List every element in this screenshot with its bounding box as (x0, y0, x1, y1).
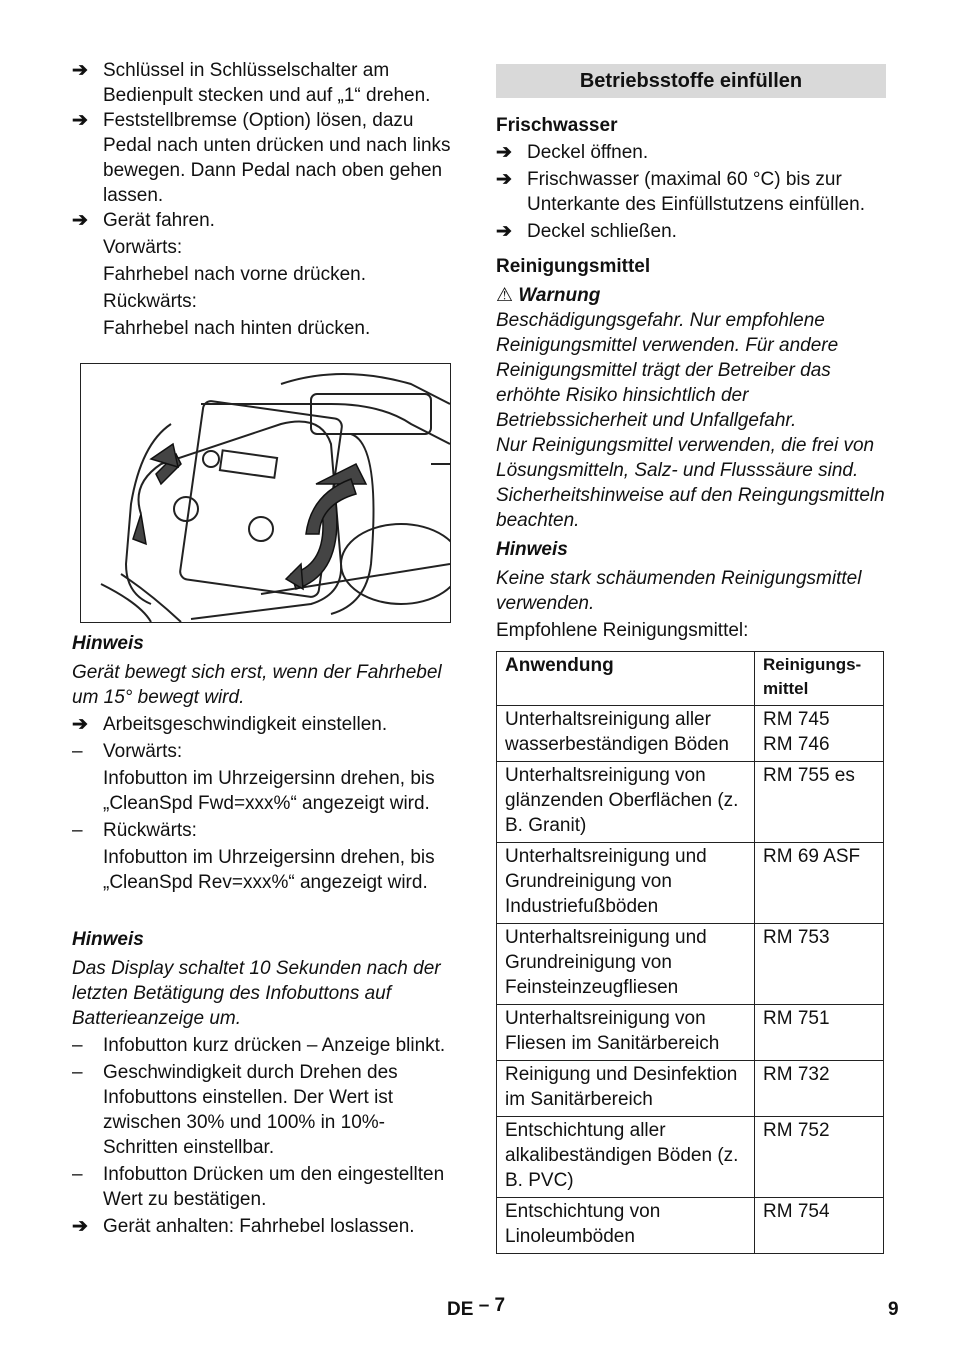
warning-text: Sicherheitshinweise auf den Reingungsmitteln beachten. (496, 485, 885, 531)
drive-forward-label: Vorwärts: (103, 237, 183, 258)
dash-icon: – (72, 820, 83, 841)
table-row (497, 924, 884, 1005)
table-cell-application: Unterhaltsreinigung und Grundreinigung von Industriefußböden (497, 843, 755, 924)
list-item: – Infobutton Drücken um den eingestellten Wert zu bestätigen. (72, 1164, 445, 1210)
table-row (497, 1117, 884, 1198)
table-cell-application: Unterhaltsreinigung von glänzenden Oberflächen (z. B. Granit) (497, 762, 755, 843)
table-cell-detergent: RM 753 (755, 924, 884, 1005)
table-cell-application: Unterhaltsreinigung aller wasserbeständigen Böden (497, 706, 755, 762)
list-item: – Rückwärts: (72, 820, 197, 841)
warning-text: Beschädigungsgefahr. Nur empfohlene Reinigungsmittel verwenden. Für andere Reinigungsmittel trägt der Betreiber das erhöhte Risiko hinsichtlich der Betriebssicherheit und Unfallgefahr. (496, 310, 839, 431)
table-cell-application: Reinigung und Desinfektion im Sanitärbereich (497, 1061, 755, 1117)
steps-list-1 (72, 58, 457, 233)
arrow-icon: ➔ (72, 60, 88, 81)
list-item: – Infobutton kurz drücken – Anzeige blinkt. (72, 1035, 446, 1056)
table-header-detergent: Reinigungs-mittel (755, 652, 884, 706)
speed-backward-text: Infobutton im Uhrzeigersinn drehen, bis „CleanSpd Rev=xxx%“ angezeigt wird. (103, 847, 435, 893)
table-header-application: Anwendung (497, 652, 755, 706)
table-cell-application: Entschichtung von Linoleumböden (497, 1198, 755, 1254)
dash-icon: – (72, 1035, 83, 1056)
footer-page-number: 9 (888, 1299, 899, 1320)
warning-text: Nur Reinigungsmittel verwenden, die frei von Lösungsmitteln, Salz- und Flusssäure sind. (496, 435, 875, 481)
table-cell-detergent: RM 69 ASF (755, 843, 884, 924)
control-panel-illustration (80, 363, 451, 623)
table-body (497, 706, 884, 1254)
drive-forward-text: Fahrhebel nach vorne drücken. (103, 264, 366, 285)
list-item: ➔ Gerät fahren. (72, 210, 215, 231)
table-cell-detergent: RM 732 (755, 1061, 884, 1117)
hint-text: Keine stark schäumenden Reinigungsmittel verwenden. (496, 568, 862, 614)
arrow-icon: ➔ (72, 1216, 88, 1237)
list-item: ➔ Deckel öffnen. (496, 142, 649, 163)
table-cell-application: Unterhaltsreinigung und Grundreinigung von Feinsteinzeugfliesen (497, 924, 755, 1005)
list-item: ➔ Frischwasser (maximal 60 °C) bis zur Unterkante des Einfüllstutzens einfüllen. (496, 169, 865, 215)
dash-icon: – (72, 1062, 83, 1083)
list-item: – Vorwärts: (72, 741, 183, 762)
table-row (497, 1061, 884, 1117)
table-cell-detergent: RM 755 es (755, 762, 884, 843)
table-row (497, 706, 884, 762)
list-item: ➔ Gerät anhalten: Fahrhebel loslassen. (72, 1216, 415, 1237)
list-item: ➔ Feststellbremse (Option) lösen, dazu Pedal nach unten drücken und nach links bewegen. Dann Pedal nach oben gehen lassen. (72, 110, 451, 206)
subheading-fresh-water: Frischwasser (496, 115, 618, 136)
list-item: ➔ Arbeitsgeschwindigkeit einstellen. (72, 714, 388, 735)
note-text: Das Display schaltet 10 Sekunden nach der letzten Betätigung des Infobuttons auf Batterieanzeige um. (72, 958, 441, 1029)
note-text: Gerät bewegt sich erst, wenn der Fahrhebel um 15° bewegt wird. (72, 662, 442, 708)
footer-lang: DE – 7 (447, 1295, 506, 1320)
arrow-icon: ➔ (72, 210, 88, 231)
dash-icon: – (72, 1164, 83, 1185)
note-title: Hinweis (72, 929, 144, 950)
table-cell-application: Unterhaltsreinigung von Fliesen im Sanitärbereich (497, 1005, 755, 1061)
recommended-label: Empfohlene Reinigungsmittel: (496, 620, 749, 641)
table-row (497, 843, 884, 924)
table-row (497, 1005, 884, 1061)
arrow-icon: ➔ (496, 142, 512, 163)
dash-icon: – (72, 741, 83, 762)
table-cell-detergent: RM 751 (755, 1005, 884, 1061)
arrow-icon: ➔ (72, 110, 88, 131)
arrow-icon: ➔ (72, 714, 88, 735)
warning-title: ⚠ Warnung (496, 285, 601, 306)
table-header-row (497, 652, 884, 706)
table-cell-detergent: RM 752 (755, 1117, 884, 1198)
hint-title: Hinweis (496, 539, 568, 560)
arrow-icon: ➔ (496, 221, 512, 242)
note-title: Hinweis (72, 633, 144, 654)
list-item: ➔ Deckel schließen. (496, 221, 677, 242)
table-row (497, 762, 884, 843)
subheading-detergent: Reinigungsmittel (496, 256, 651, 277)
speed-forward-text: Infobutton im Uhrzeigersinn drehen, bis „CleanSpd Fwd=xxx%“ angezeigt wird. (103, 768, 435, 814)
warning-triangle-icon: ⚠ (496, 285, 514, 306)
drive-backward-label: Rückwärts: (103, 291, 197, 312)
arrow-icon: ➔ (496, 169, 512, 190)
detergent-table (496, 651, 884, 1254)
section-heading: Betriebsstoffe einfüllen (496, 64, 886, 98)
left-column (72, 58, 457, 1239)
list-item: ➔ Schlüssel in Schlüsselschalter am Bedienpult stecken und auf „1“ drehen. (72, 60, 431, 106)
table-cell-application: Entschichtung aller alkalibeständigen Böden (z. B. PVC) (497, 1117, 755, 1198)
control-panel-drawing (81, 364, 450, 622)
table-row (497, 1198, 884, 1254)
table-cell-detergent: RM 745 RM 746 (755, 706, 884, 762)
right-column (496, 58, 886, 1254)
drive-backward-text: Fahrhebel nach hinten drücken. (103, 318, 371, 339)
table-cell-detergent: RM 754 (755, 1198, 884, 1254)
list-item: – Geschwindigkeit durch Drehen des Infobuttons einstellen. Der Wert ist zwischen 30% und 100% in 10%-Schritten einstellbar. (72, 1062, 398, 1158)
